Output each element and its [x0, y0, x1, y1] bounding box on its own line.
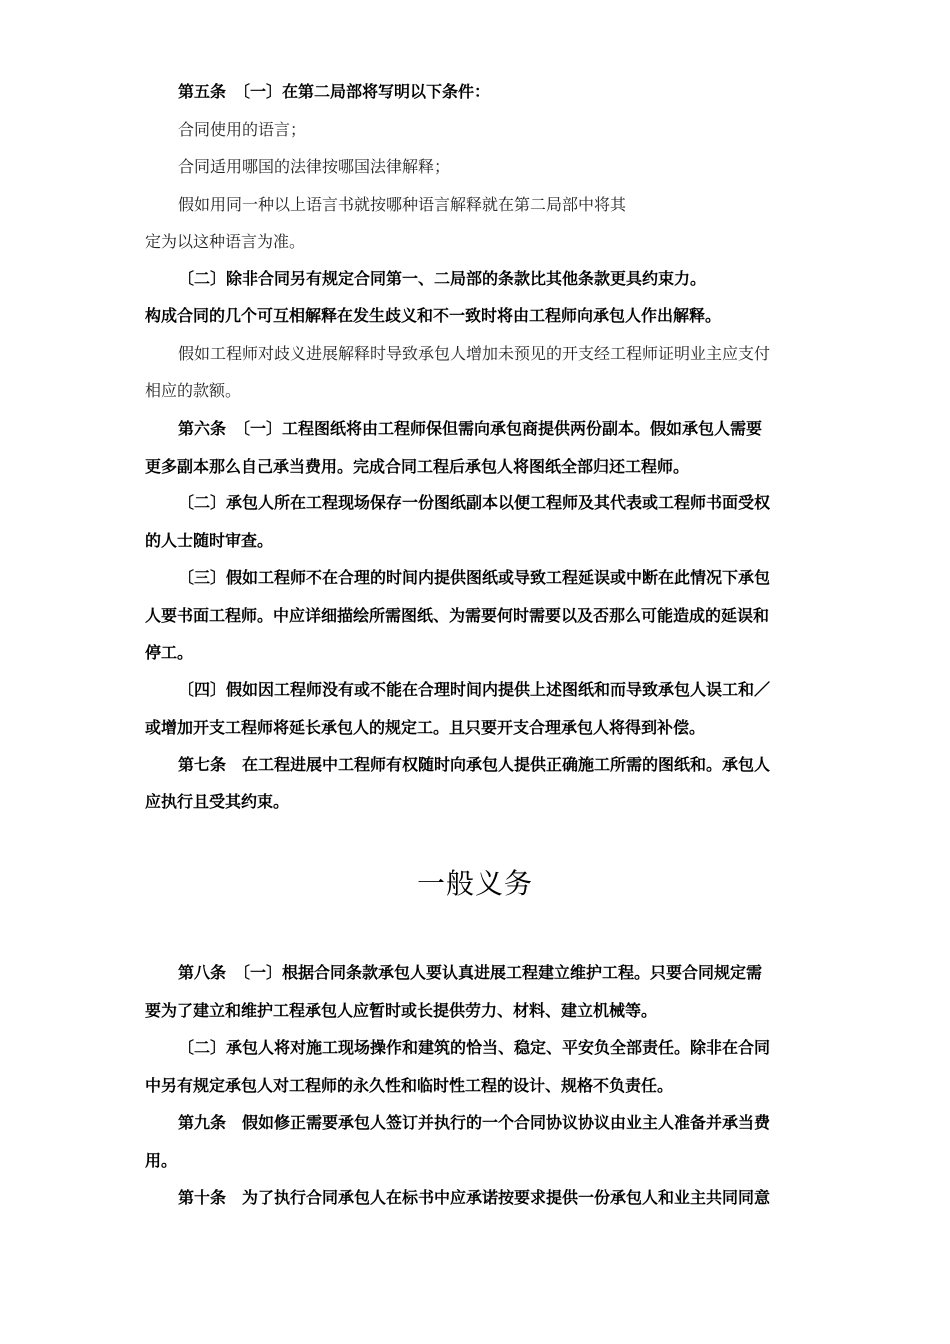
paragraph-line: 或增加开支工程师将延长承包人的规定工。且只要开支合理承包人将得到补偿。 [145, 718, 706, 737]
paragraph-line: 更多副本那么自己承当费用。完成合同工程后承包人将图纸全部归还工程师。 [145, 457, 690, 476]
paragraph-line: 合同适用哪国的法律按哪国法律解释； [178, 157, 451, 176]
article-7-heading: 第七条 在工程进展中工程师有权随时向承包人提供正确施工所需的图纸和。承包人 [178, 755, 771, 774]
paragraph-line: 〔二〕承包人将对施工现场操作和建筑的恰当、稳定、平安负全部责任。除非在合同 [178, 1038, 771, 1057]
paragraph-line: 定为以这种语言为准。 [145, 232, 306, 251]
paragraph-line: 人要书面工程师。中应详细描绘所需图纸、为需要何时需要以及否那么可能造成的延误和 [145, 606, 770, 625]
article-9-heading: 第九条 假如修正需要承包人签订并执行的一个合同协议协议由业主人准备并承当费 [178, 1113, 771, 1132]
paragraph-line: 构成合同的几个可互相解释在发生歧义和不一致时将由工程师向承包人作出解释。 [145, 306, 722, 325]
paragraph-line: 中另有规定承包人对工程师的永久性和临时性工程的设计、规格不负责任。 [145, 1076, 674, 1095]
paragraph-line: 〔三〕假如工程师不在合理的时间内提供图纸或导致工程延误或中断在此情况下承包 [178, 568, 771, 587]
article-10-heading: 第十条 为了执行合同承包人在标书中应承诺按要求提供一份承包人和业主共同同意 [178, 1188, 771, 1207]
paragraph-line: 应执行且受其约束。 [145, 792, 290, 811]
article-5-heading: 第五条 〔一〕在第二局部将写明以下条件： [178, 82, 491, 101]
article-8-heading: 第八条 〔一〕根据合同条款承包人要认真进展工程建立维护工程。只要合同规定需 [178, 963, 763, 982]
paragraph-line: 相应的款额。 [145, 381, 242, 400]
paragraph-line: 〔二〕除非合同另有规定合同第一、二局部的条款比其他条款更具约束力。 [178, 269, 707, 288]
section-heading: 一般义务 [416, 867, 533, 900]
paragraph-line: 〔四〕假如因工程师没有或不能在合理时间内提供上述图纸和而导致承包人误工和／ [178, 680, 771, 699]
paragraph-line: 合同使用的语言； [178, 120, 307, 139]
paragraph-line: 假如用同一种以上语言书就按哪种语言解释就在第二局部中将其 [178, 195, 627, 214]
paragraph-line: 假如工程师对歧义进展解释时导致承包人增加未预见的开支经工程师证明业主应支付 [178, 344, 771, 363]
paragraph-line: 〔二〕承包人所在工程现场保存一份图纸副本以便工程师及其代表或工程师书面受权 [178, 493, 771, 512]
paragraph-line: 的人士随时审查。 [145, 531, 274, 550]
paragraph-line: 停工。 [145, 643, 194, 662]
paragraph-line: 用。 [145, 1151, 178, 1170]
article-6-heading: 第六条 〔一〕工程图纸将由工程师保但需向承包商提供两份副本。假如承包人需要 [178, 419, 763, 438]
paragraph-line: 要为了建立和维护工程承包人应暂时或长提供劳力、材料、建立机械等。 [145, 1001, 658, 1020]
